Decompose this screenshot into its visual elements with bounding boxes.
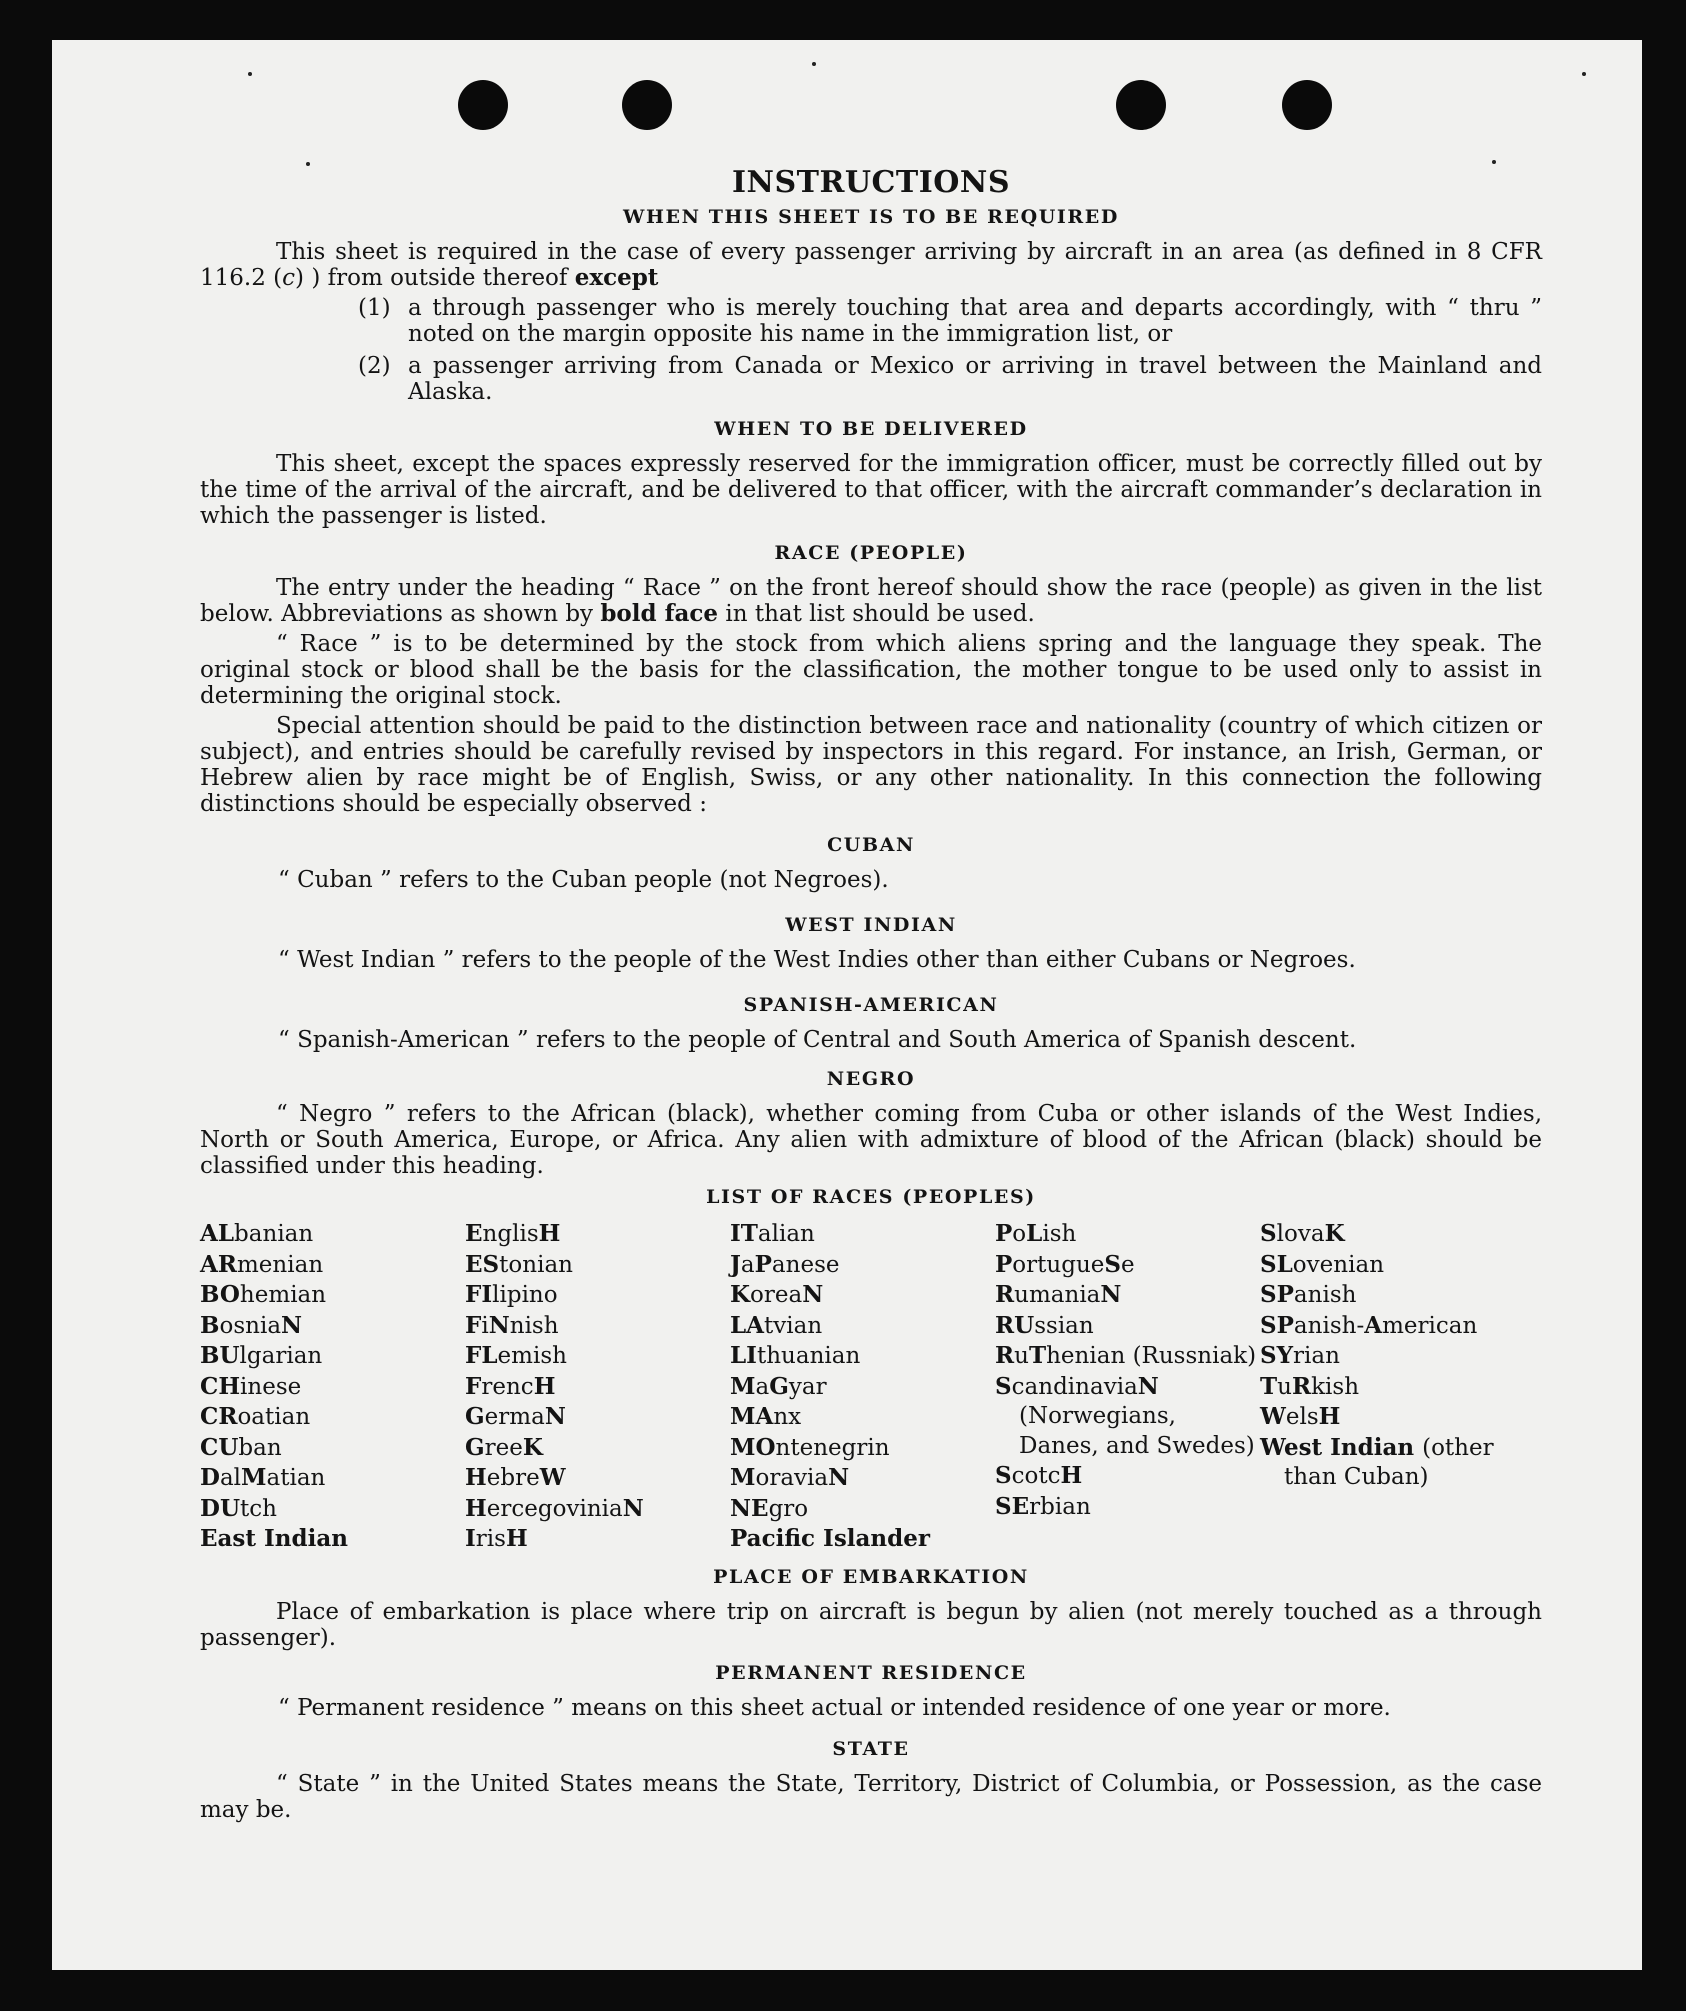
race-entry: SPanish-American [1260, 1311, 1478, 1339]
race-entry: ScotcH [995, 1462, 1083, 1489]
heading-cuban: CUBAN [827, 834, 915, 856]
race-entry: FLemish [465, 1342, 567, 1369]
document-page [52, 40, 1642, 1970]
heading-negro: NEGRO [826, 1068, 916, 1090]
races-column [995, 1219, 1260, 1555]
speck [812, 62, 816, 66]
race-entry: West Indian (other than Cuban) [1260, 1433, 1494, 1490]
race-entry: DalMatian [200, 1464, 326, 1491]
speck [1582, 72, 1586, 76]
race-entry: SlovaK [1260, 1220, 1345, 1247]
race-entry: HebreW [465, 1464, 566, 1491]
heading-required: WHEN THIS SHEET IS TO BE REQUIRED [623, 206, 1119, 228]
race-entry: MoraviaN [730, 1464, 850, 1491]
heading-residence: PERMANENT RESIDENCE [715, 1661, 1027, 1684]
page-title: INSTRUCTIONS [732, 165, 1010, 200]
races-list [200, 1219, 1542, 1555]
residence-definition: “ Permanent residence ” means on this sheet actual or intended residence of one year or more. [278, 1694, 1391, 1721]
race-entry: MAnx [730, 1403, 802, 1430]
heading-state: STATE [832, 1737, 910, 1760]
race-paragraph-3: Special attention should be paid to the distinction between race and nationality (country of which citizen or subject), and entries should be carefully revised by inspectors in this regard. For instance, an Irish, German, or Hebrew alien by race might be of English, Swiss, or any other nationality. In this connection the following distinctions should be especially observed : [200, 713, 1542, 817]
negro-definition: “ Negro ” refers to the African (black), whether coming from Cuba or other islands of the West Indies, North or South America, Europe, or Africa. Any alien with admixture of blood of the African (black) should be classified under this heading. [200, 1101, 1542, 1179]
race-entry: BUlgarian [200, 1342, 323, 1369]
race-entry: EnglisH [465, 1220, 561, 1247]
race-entry: SErbian [995, 1492, 1091, 1520]
race-entry: TuRkish [1260, 1372, 1360, 1400]
race-entry: WelsH [1260, 1403, 1341, 1430]
race-entry: PoLish [995, 1220, 1077, 1247]
binder-hole-4 [1282, 80, 1332, 130]
embarkation-text: Place of embarkation is place where trip on aircraft is begun by alien (not merely touched as a through passenger). [200, 1598, 1542, 1651]
exception-item-1: (1) a through passenger who is merely touching that area and departs accordingly, with “ thru ” noted on the margin opposite his name in the immigration list, or [358, 295, 1542, 347]
required-intro: This sheet is required in the case of every passenger arriving by aircraft in an area (as defined in 8 CFR 116.2 (c) ) from outside thereof except [200, 239, 1542, 291]
race-entry: RUssian [995, 1311, 1094, 1339]
race-entry: KoreaN [730, 1281, 824, 1308]
race-entry: FIlipino [465, 1281, 558, 1308]
race-entry: SYrian [1260, 1342, 1340, 1369]
race-entry: CHinese [200, 1372, 302, 1400]
race-entry: GermaN [465, 1403, 566, 1430]
heading-west-indian: WEST INDIAN [785, 914, 957, 936]
binder-hole-1 [458, 80, 508, 130]
speck [248, 72, 252, 76]
race-entry: JaPanese [730, 1250, 840, 1278]
races-column [1260, 1219, 1542, 1555]
race-entry: PortugueSe [995, 1250, 1135, 1278]
west-indian-definition: “ West Indian ” refers to the people of the West Indies other than either Cubans or Negroes. [278, 947, 1356, 973]
race-entry: ALbanian [200, 1220, 314, 1247]
race-paragraph-2: “ Race ” is to be determined by the stock from which aliens spring and the language they speak. The original stock or blood shall be the basis for the classification, the mother tongue to be used only to assist in determining the original stock. [200, 631, 1542, 709]
exception-item-2: (2) a passenger arriving from Canada or Mexico or arriving in travel between the Mainland and Alaska. [358, 353, 1542, 405]
delivered-text: This sheet, except the spaces expressly reserved for the immigration officer, must be correctly filled out by the time of the arrival of the aircraft, and be delivered to that officer, with the aircraft commander’s declaration in which the passenger is listed. [200, 451, 1542, 529]
spanish-american-definition: “ Spanish-American ” refers to the people of Central and South America of Spanish descent. [278, 1027, 1357, 1053]
race-entry: NEgro [730, 1494, 809, 1522]
races-column [465, 1219, 730, 1555]
state-definition: “ State ” in the United States means the State, Territory, District of Columbia, or Possession, as the case may be. [200, 1770, 1542, 1823]
heading-list-of-races: LIST OF RACES (PEOPLES) [706, 1186, 1036, 1208]
heading-spanish-american: SPANISH-AMERICAN [743, 994, 999, 1016]
race-entry: SLovenian [1260, 1250, 1385, 1278]
heading-race: RACE (PEOPLE) [774, 542, 968, 564]
race-entry: DUtch [200, 1494, 277, 1522]
race-paragraph-1: The entry under the heading “ Race ” on the front hereof should show the race (people) as given in the list below. Abbreviations as shown by bold face in that list should be used. [200, 575, 1542, 627]
race-entry: MOntenegrin [730, 1433, 890, 1461]
race-entry: RuThenian (Russniak) [995, 1342, 1257, 1369]
race-entry: East Indian [200, 1525, 348, 1552]
race-entry: HercegoviniaN [465, 1494, 644, 1522]
race-entry: FrencH [465, 1372, 556, 1400]
race-entry: CUban [200, 1433, 282, 1461]
races-column [200, 1219, 465, 1555]
race-entry: SPanish [1260, 1281, 1357, 1308]
race-entry: FiNnish [465, 1311, 559, 1339]
race-entry: ScandinaviaN (Norwegians, Danes, and Swedes) [995, 1372, 1255, 1459]
heading-delivered: WHEN TO BE DELIVERED [714, 418, 1028, 440]
speck [1492, 160, 1496, 164]
races-column [730, 1219, 995, 1555]
race-entry: BosniaN [200, 1311, 303, 1339]
race-entry: BOhemian [200, 1281, 327, 1308]
binder-hole-2 [622, 80, 672, 130]
race-entry: IrisH [465, 1525, 528, 1552]
race-entry: GreeK [465, 1433, 543, 1461]
race-entry: ITalian [730, 1220, 815, 1247]
race-entry: EStonian [465, 1250, 573, 1278]
race-entry: LIthuanian [730, 1342, 861, 1369]
race-entry: LAtvian [730, 1311, 823, 1339]
race-entry: MaGyar [730, 1372, 827, 1400]
race-entry: Pacific Islander [730, 1525, 930, 1552]
race-entry: ARmenian [200, 1250, 324, 1278]
heading-embarkation: PLACE OF EMBARKATION [713, 1565, 1029, 1588]
race-entry: CRoatian [200, 1403, 311, 1430]
binder-hole-3 [1116, 80, 1166, 130]
instructions-body [200, 165, 1542, 1827]
race-entry: RumaniaN [995, 1281, 1122, 1308]
cuban-definition: “ Cuban ” refers to the Cuban people (not Negroes). [278, 867, 889, 893]
